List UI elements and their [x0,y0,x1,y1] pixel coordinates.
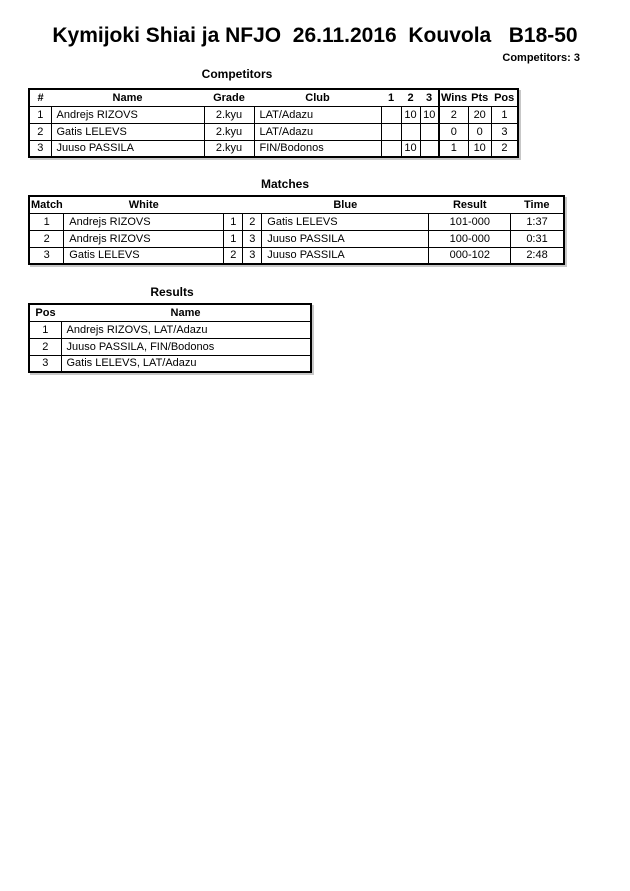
cell-pos: 3 [29,355,61,372]
cell-grade: 2.kyu [204,106,254,123]
table-row [29,247,564,264]
cell-score-vs3 [420,123,439,140]
cell-name: Gatis LELEVS [51,123,204,140]
cell-wins: 1 [439,140,468,157]
column-header-pts: Pts [468,89,491,106]
cell-wins: 0 [439,123,468,140]
table-row [29,321,311,338]
table-row [29,106,518,123]
section-title-matches: Matches [260,177,310,191]
column-header-match: Match [29,196,64,213]
cell-white-num: 2 [224,247,243,264]
cell-club: LAT/Adazu [254,106,381,123]
cell-time: 0:31 [511,230,564,247]
cell-pos: 3 [491,123,518,140]
competitors-count: Competitors: 3 [502,52,580,64]
cell-match-num: 3 [29,247,64,264]
results-table [28,303,312,373]
cell-wins: 2 [439,106,468,123]
cell-score-vs3: 10 [420,106,439,123]
cell-blue-num: 3 [243,230,262,247]
table-row [29,355,311,372]
table-row [29,123,518,140]
column-header-grade: Grade [204,89,254,106]
cell-white-num: 1 [224,230,243,247]
cell-blue-num: 3 [243,247,262,264]
cell-grade: 2.kyu [204,123,254,140]
cell-white-name: Andrejs RIZOVS [64,213,224,230]
cell-name: Andrejs RIZOVS [51,106,204,123]
column-header-club: Club [254,89,381,106]
column-header-result: Result [429,196,511,213]
table-row [29,338,311,355]
cell-time: 1:37 [511,213,564,230]
cell-pts: 20 [468,106,491,123]
table-row [29,213,564,230]
page-title: Kymijoki Shiai ja NFJO 26.11.2016 Kouvola B18-50 [52,24,578,47]
cell-blue-name: Gatis LELEVS [262,213,429,230]
cell-result: 101-000 [429,213,511,230]
column-header-opp1: 1 [381,89,401,106]
table-row [29,230,564,247]
column-header-opp2: 2 [401,89,420,106]
cell-number: 2 [29,123,51,140]
cell-name: Andrejs RIZOVS, LAT/Adazu [61,321,311,338]
cell-number: 1 [29,106,51,123]
cell-pos: 2 [29,338,61,355]
column-header-pos: Pos [29,304,61,321]
cell-pos: 2 [491,140,518,157]
competitors-header-row [29,89,518,106]
cell-pos: 1 [491,106,518,123]
cell-blue-name: Juuso PASSILA [262,247,429,264]
cell-score-vs2: 10 [401,140,420,157]
column-header-wins: Wins [439,89,468,106]
column-header-white-num [224,196,243,213]
cell-score-vs2 [401,123,420,140]
column-header-opp3: 3 [420,89,439,106]
cell-time: 2:48 [511,247,564,264]
table-row [29,140,518,157]
column-header-blue-num [243,196,262,213]
column-header-name: Name [61,304,311,321]
cell-name: Gatis LELEVS, LAT/Adazu [61,355,311,372]
cell-score-vs1 [381,140,401,157]
cell-score-vs1 [381,123,401,140]
cell-white-name: Gatis LELEVS [64,247,224,264]
section-title-results: Results [150,285,194,299]
cell-club: LAT/Adazu [254,123,381,140]
column-header-pos: Pos [491,89,518,106]
matches-header-row [29,196,564,213]
cell-white-name: Andrejs RIZOVS [64,230,224,247]
competitors-table [28,88,519,158]
cell-white-num: 1 [224,213,243,230]
cell-score-vs3 [420,140,439,157]
section-title-competitors: Competitors [201,67,273,81]
cell-score-vs1 [381,106,401,123]
cell-pts: 0 [468,123,491,140]
cell-pts: 10 [468,140,491,157]
cell-blue-name: Juuso PASSILA [262,230,429,247]
column-header-number: # [29,89,51,106]
cell-club: FIN/Bodonos [254,140,381,157]
column-header-time: Time [511,196,564,213]
cell-match-num: 2 [29,230,64,247]
cell-match-num: 1 [29,213,64,230]
column-header-name: Name [51,89,204,106]
cell-number: 3 [29,140,51,157]
cell-blue-num: 2 [243,213,262,230]
cell-name: Juuso PASSILA [51,140,204,157]
cell-name: Juuso PASSILA, FIN/Bodonos [61,338,311,355]
cell-result: 100-000 [429,230,511,247]
column-header-white: White [64,196,224,213]
cell-pos: 1 [29,321,61,338]
cell-score-vs2: 10 [401,106,420,123]
matches-table [28,195,565,265]
results-header-row [29,304,311,321]
column-header-blue: Blue [262,196,429,213]
cell-grade: 2.kyu [204,140,254,157]
cell-result: 000-102 [429,247,511,264]
